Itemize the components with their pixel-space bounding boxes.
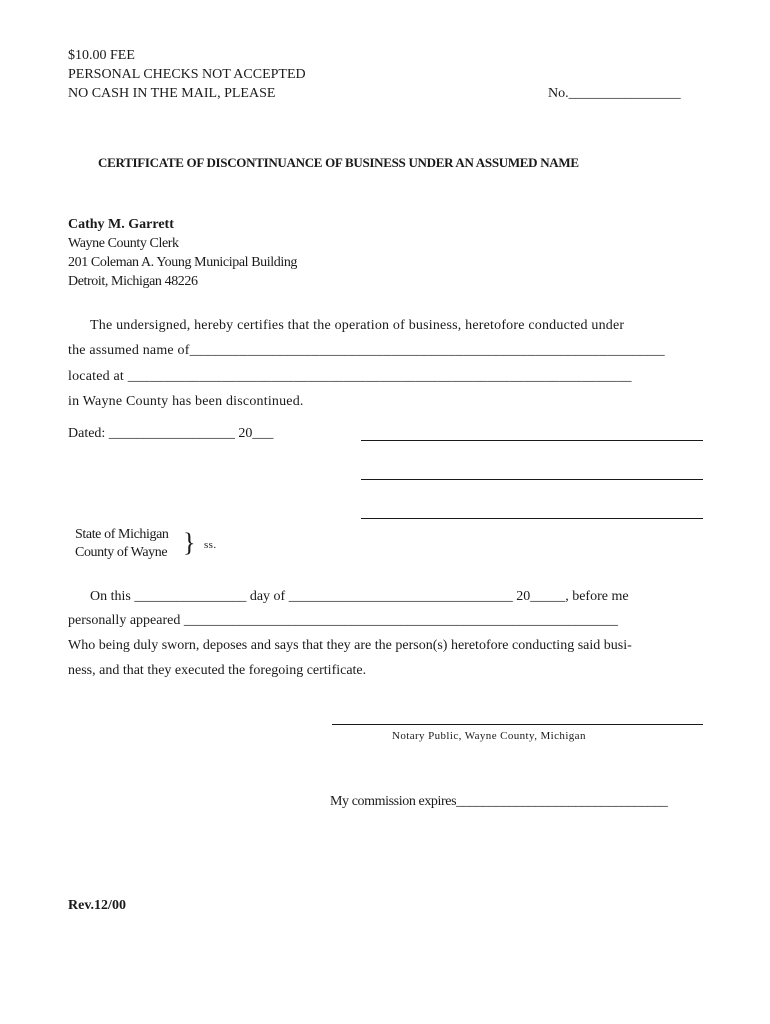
signature-line-3[interactable] [361,518,703,519]
certificate-number-field[interactable]: No.________________ [548,86,681,101]
document-title: CERTIFICATE OF DISCONTINUANCE OF BUSINESS UNDER AN ASSUMED NAME [98,155,579,170]
assumed-name-field[interactable]: the assumed name of__________________________________________________________________ [68,343,665,358]
clerk-city: Detroit, Michigan 48226 [68,274,198,289]
location-field[interactable]: located at ______________________________________________________________________ [68,369,632,384]
cash-notice: NO CASH IN THE MAIL, PLEASE [68,86,276,101]
venue-brace: } [183,528,196,557]
appeared-field[interactable]: personally appeared ______________________________________________________________ [68,613,618,628]
fee-notice: $10.00 FEE [68,48,135,63]
certification-line-4: in Wayne County has been discontinued. [68,394,304,409]
commission-expires-field[interactable]: My commission expires________________________________ [330,794,668,809]
oath-line-4: ness, and that they executed the foregoing certificate. [68,663,367,678]
certification-line-1: The undersigned, hereby certifies that the operation of business, heretofore conducted under [90,318,625,333]
venue-ss: ss. [204,539,217,551]
dated-field[interactable]: Dated: __________________ 20___ [68,426,274,441]
checks-notice: PERSONAL CHECKS NOT ACCEPTED [68,67,306,82]
signature-line-2[interactable] [361,479,703,480]
venue-state: State of Michigan [75,527,169,542]
notary-signature-line[interactable] [332,724,703,725]
oath-line-3: Who being duly sworn, deposes and says that they are the person(s) heretofore conducting said busi- [68,638,632,653]
clerk-office: Wayne County Clerk [68,236,179,251]
signature-line-1[interactable] [361,440,703,441]
clerk-name: Cathy M. Garrett [68,217,174,232]
notary-label: Notary Public, Wayne County, Michigan [392,730,586,742]
venue-county: County of Wayne [75,545,168,560]
oath-date-field[interactable]: On this ________________ day of ________________________________ 20_____, before me [90,589,629,604]
revision-label: Rev.12/00 [68,898,126,913]
clerk-address: 201 Coleman A. Young Municipal Building [68,255,298,270]
